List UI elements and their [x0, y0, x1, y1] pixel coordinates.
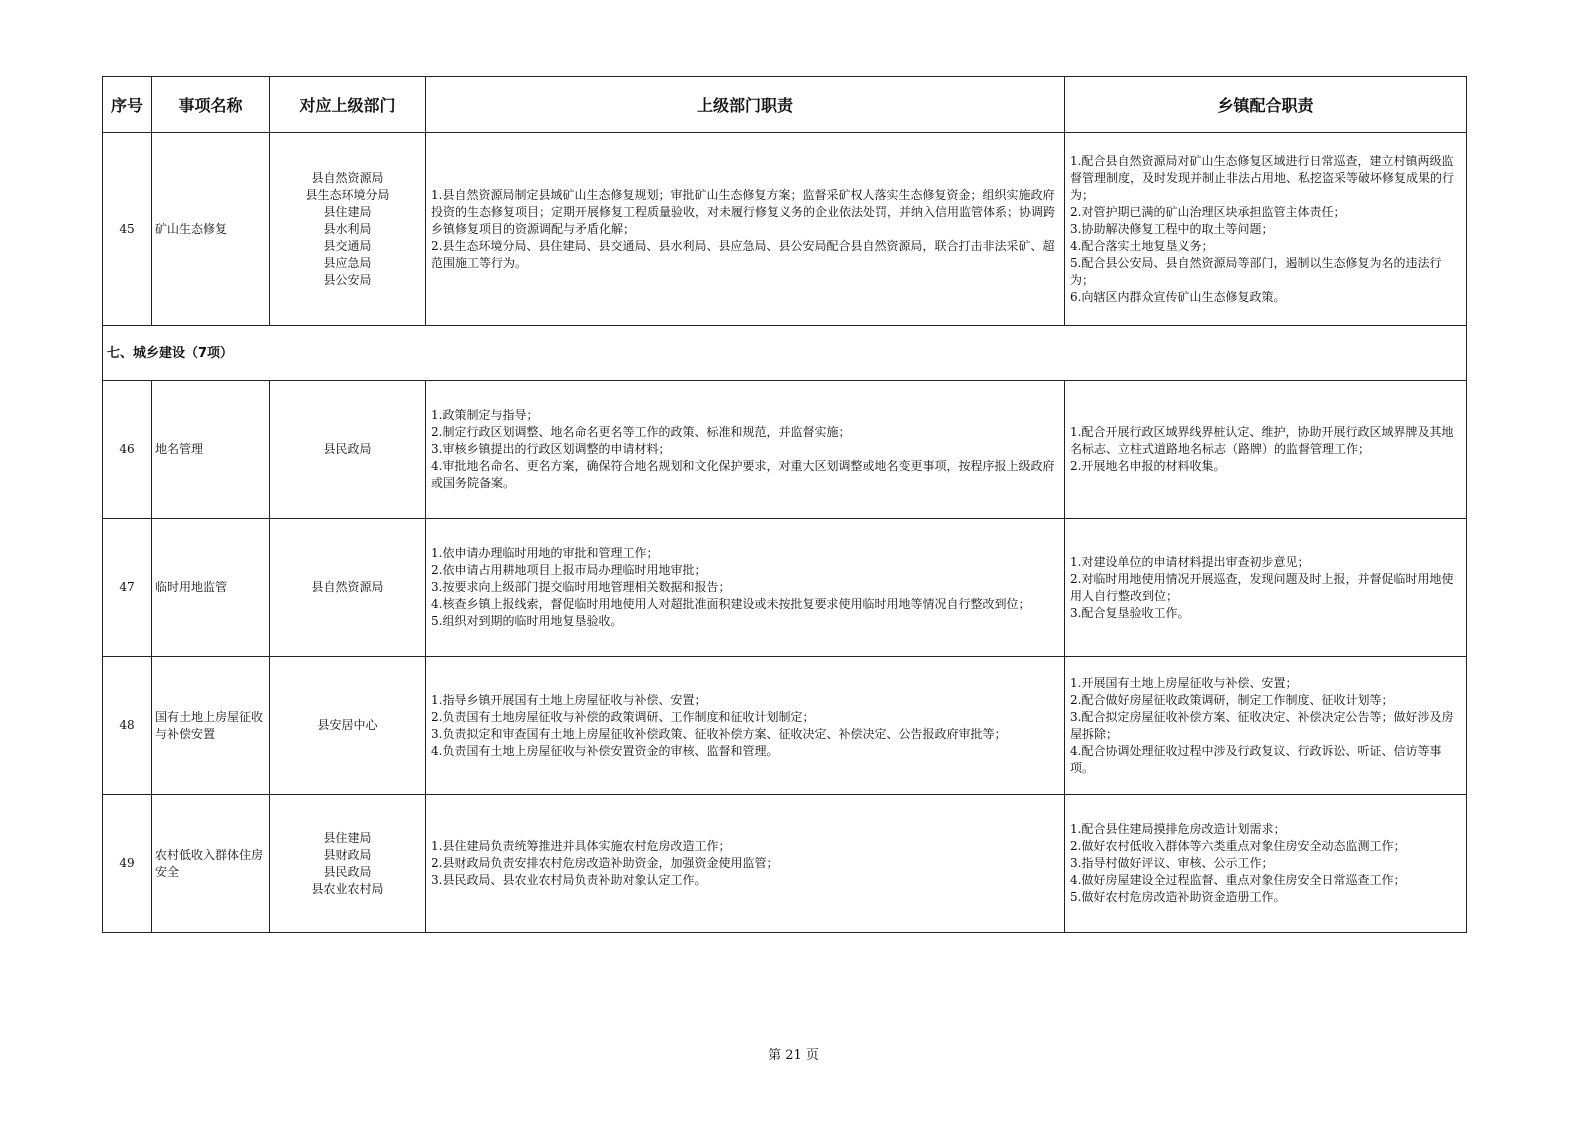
- upper-duty-line: 1.指导乡镇开展国有土地上房屋征收与补偿、安置；: [431, 692, 707, 707]
- table-body-before: [103, 133, 1467, 326]
- upper-duty-line: 1.政策制定与指导；: [431, 408, 539, 422]
- cell-item-name: 国有土地上房屋征收与补偿安置: [152, 657, 270, 795]
- dept-line: 县住建局: [323, 830, 372, 845]
- cell-upper-duty: [426, 795, 1065, 933]
- cell-upper-duty: [426, 381, 1065, 519]
- dept-line: 县交通局: [323, 238, 372, 253]
- dept-line: 县生态环境分局: [305, 187, 390, 202]
- table-row: [103, 519, 1467, 657]
- cell-seq: 49: [103, 795, 152, 933]
- cell-item-name: 临时用地监管: [152, 519, 270, 657]
- cell-seq: 48: [103, 657, 152, 795]
- town-duty-line: 2.开展地名申报的材料收集。: [1070, 459, 1226, 473]
- cell-town-duty: [1065, 133, 1467, 326]
- cell-seq: 46: [103, 381, 152, 519]
- cell-upper-dept: [270, 795, 426, 933]
- table-row: [103, 133, 1467, 326]
- dept-line: 县自然资源局: [311, 170, 384, 185]
- upper-duty-line: 4.审批地名命名、更名方案，确保符合地名规划和文化保护要求，对重大区划调整或地名变更事项，按程序报上级政府或国务院备案。: [431, 459, 1055, 490]
- table-section: [103, 326, 1467, 381]
- town-duty-line: 2.做好农村低收入群体等六类重点对象住房安全动态监测工作；: [1070, 839, 1406, 853]
- dept-line: 县安居中心: [317, 718, 378, 732]
- cell-upper-duty: [426, 657, 1065, 795]
- cell-upper-dept: [270, 133, 426, 326]
- town-duty-line: 3.指导村做好评议、审核、公示工作；: [1070, 856, 1274, 870]
- cell-upper-dept: [270, 519, 426, 657]
- town-duty-line: 1.配合县住建局摸排危房改造计划需求；: [1070, 822, 1286, 836]
- cell-upper-duty: [426, 519, 1065, 657]
- town-duty-line: 3.协助解决修复工程中的取土等问题；: [1070, 221, 1274, 236]
- dept-line: 县民政局: [323, 864, 372, 879]
- cell-item-name: 矿山生态修复: [152, 133, 270, 326]
- cell-town-duty: [1065, 657, 1467, 795]
- town-duty-line: 1.开展国有土地上房屋征收与补偿、安置；: [1070, 675, 1298, 690]
- page-number: 第 21 页: [768, 1048, 819, 1063]
- upper-duty-line: 1.县住建局负责统筹推进并具体实施农村危房改造工作；: [431, 839, 731, 853]
- cell-town-duty: [1065, 519, 1467, 657]
- dept-line: 县自然资源局: [311, 580, 384, 594]
- town-duty-line: 5.配合县公安局、县自然资源局等部门，遏制以生态修复为名的违法行为；: [1070, 255, 1442, 287]
- upper-duty-line: 2.制定行政区划调整、地名命名更名等工作的政策、标准和规范，并监督实施；: [431, 425, 851, 439]
- cell-seq: 47: [103, 519, 152, 657]
- dept-line: 县财政局: [323, 847, 372, 862]
- upper-duty-line: 2.负责国有土地房屋征收与补偿的政策调研、工作制度和征收计划制定；: [431, 709, 815, 724]
- town-duty-line: 1.对建设单位的申请材料提出审查初步意见；: [1070, 554, 1310, 569]
- cell-upper-dept: [270, 657, 426, 795]
- upper-duty-line: 2.依申请占用耕地项目上报市局办理临时用地审批；: [431, 563, 707, 577]
- upper-duty-line: 2.县财政局负责安排农村危房改造补助资金，加强资金使用监管；: [431, 856, 779, 870]
- cell-item-name: 地名管理: [152, 381, 270, 519]
- town-duty-line: 4.做好房屋建设全过程监督、重点对象住房安全日常巡查工作；: [1070, 873, 1406, 887]
- dept-line: 县民政局: [323, 442, 372, 456]
- cell-town-duty: [1065, 795, 1467, 933]
- upper-duty-line: 5.组织对到期的临时用地复垦验收。: [431, 614, 623, 628]
- table-row: [103, 795, 1467, 933]
- town-duty-line: 2.配合做好房屋征收政策调研，制定工作制度、征收计划等；: [1070, 692, 1394, 707]
- cell-item-name: 农村低收入群体住房安全: [152, 795, 270, 933]
- upper-duty-line: 2.县生态环境分局、县住建局、县交通局、县水利局、县应急局、县公安局配合县自然资源局，联合打击非法采矿、超范围施工等行为。: [431, 238, 1055, 270]
- dept-line: 县应急局: [323, 255, 372, 270]
- upper-duty-line: 3.县民政局、县农业农村局负责补助对象认定工作。: [431, 873, 707, 887]
- town-duty-line: 4.配合落实土地复垦义务；: [1070, 238, 1214, 253]
- header-item-name: 事项名称: [152, 77, 270, 133]
- dept-line: 县公安局: [323, 272, 372, 287]
- table-body-after: [103, 381, 1467, 933]
- header-town-duty: 乡镇配合职责: [1065, 77, 1467, 133]
- town-duty-line: 1.配合县自然资源局对矿山生态修复区域进行日常巡查，建立村镇两级监督管理制度，及时发现并制止非法占用地、私挖盗采等破坏修复成果的行为；: [1070, 153, 1455, 202]
- town-duty-line: 3.配合拟定房屋征收补偿方案、征收决定、补偿决定公告等；做好涉及房屋拆除；: [1070, 709, 1454, 741]
- responsibility-table-sheet: [102, 76, 1466, 933]
- town-duty-line: 4.配合协调处理征收过程中涉及行政复议、行政诉讼、听证、信访等事项。: [1070, 743, 1442, 775]
- header-upper-duty: 上级部门职责: [426, 77, 1065, 133]
- section-row: [103, 326, 1467, 381]
- upper-duty-line: 3.审核乡镇提出的行政区划调整的申请材料；: [431, 442, 671, 456]
- header-seq: 序号: [103, 77, 152, 133]
- header-upper-dept: 对应上级部门: [270, 77, 426, 133]
- cell-upper-dept: [270, 381, 426, 519]
- table-header-row: [103, 77, 1467, 133]
- responsibility-table: [102, 76, 1467, 933]
- dept-line: 县农业农村局: [311, 881, 384, 896]
- town-duty-line: 6.向辖区内群众宣传矿山生态修复政策。: [1070, 289, 1286, 304]
- town-duty-line: 2.对管护期已满的矿山治理区块承担监管主体责任；: [1070, 204, 1346, 219]
- dept-line: 县水利局: [323, 221, 372, 236]
- upper-duty-line: 4.负责国有土地上房屋征收与补偿安置资金的审核、监督和管理。: [431, 743, 779, 758]
- table-row: [103, 381, 1467, 519]
- town-duty-line: 5.做好农村危房改造补助资金造册工作。: [1070, 890, 1286, 904]
- cell-town-duty: [1065, 381, 1467, 519]
- cell-seq: 45: [103, 133, 152, 326]
- table-row: [103, 657, 1467, 795]
- town-duty-line: 1.配合开展行政区域界线界桩认定、维护，协助开展行政区域界牌及其地名标志、立柱式道路地名标志（路牌）的监督管理工作；: [1070, 425, 1454, 456]
- dept-line: 县住建局: [323, 204, 372, 219]
- town-duty-line: 3.配合复垦验收工作。: [1070, 605, 1190, 620]
- upper-duty-line: 1.依申请办理临时用地的审批和管理工作；: [431, 546, 659, 560]
- upper-duty-line: 3.负责拟定和审查国有土地上房屋征收补偿政策、征收补偿方案、征收决定、补偿决定、公告报政府审批等；: [431, 726, 1007, 741]
- town-duty-line: 2.对临时用地使用情况开展巡查，发现问题及时上报，并督促临时用地使用人自行整改到位；: [1070, 571, 1454, 603]
- section-title: 七、城乡建设（7项）: [103, 326, 1467, 381]
- cell-upper-duty: [426, 133, 1065, 326]
- upper-duty-line: 3.按要求向上级部门提交临时用地管理相关数据和报告；: [431, 580, 731, 594]
- upper-duty-line: 1.县自然资源局制定县域矿山生态修复规划；审批矿山生态修复方案；监督采矿权人落实生态修复资金；组织实施政府投资的生态修复项目；定期开展修复工程质量验收，对未履行修复义务的企业依法处罚，并纳入信用监管体系；协调跨乡镇修复项目的资源调配与矛盾化解；: [431, 187, 1056, 236]
- upper-duty-line: 4.核查乡镇上报线索，督促临时用地使用人对超批准面积建设或未按批复要求使用临时用地等情况自行整改到位；: [431, 597, 1031, 611]
